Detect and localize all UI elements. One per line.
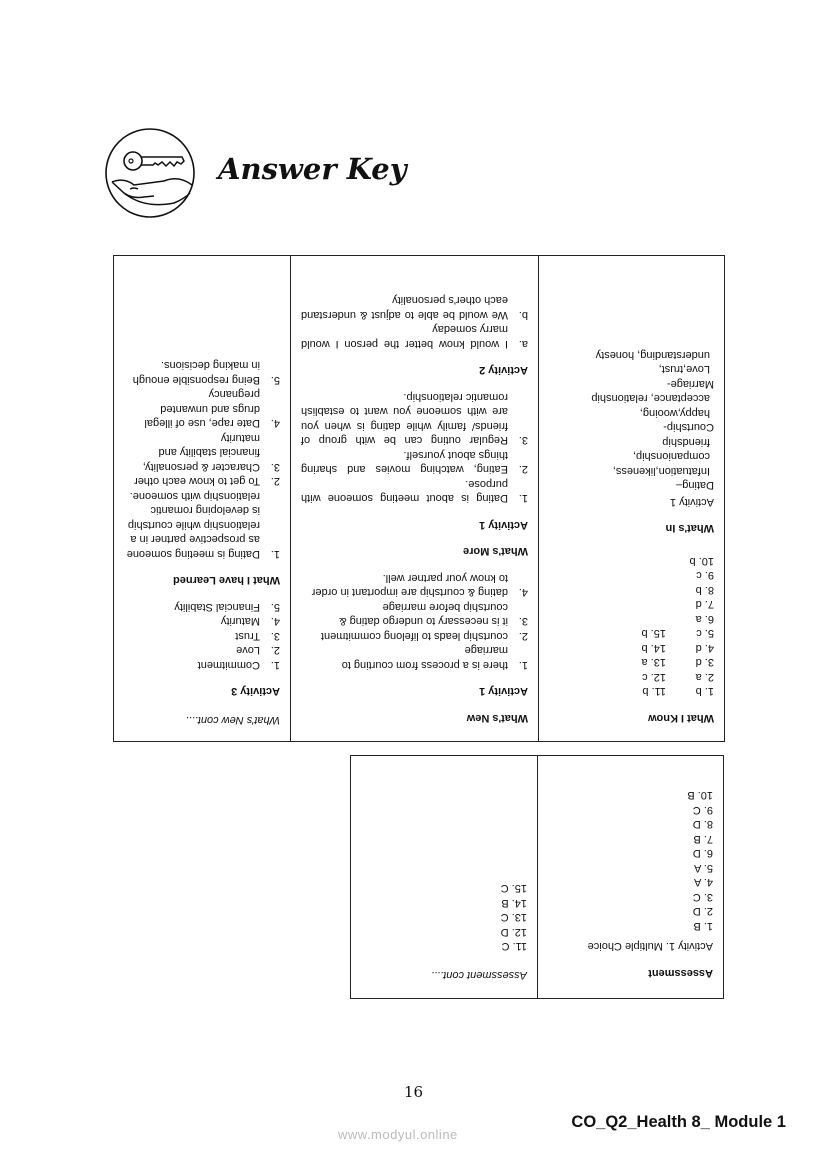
list-item: 4. Date rape, use of illegal drugs and unwanted pregnancy bbox=[144, 388, 280, 430]
assessment-answers bbox=[548, 788, 713, 933]
activity-heading: Activity 1 bbox=[669, 496, 714, 508]
section-heading: What's New cont.... bbox=[185, 714, 280, 726]
key-in-hand-icon bbox=[104, 127, 196, 219]
answer: 15. b bbox=[641, 627, 666, 640]
answer: 4. A bbox=[694, 876, 713, 889]
answer: 13. a bbox=[641, 656, 666, 669]
list-item: a. I would know better the person I would marry someday bbox=[301, 323, 528, 350]
section-heading: What's More bbox=[463, 545, 528, 558]
list-item: 1. Commitment bbox=[197, 659, 280, 671]
list-item: b. We would be able to adjust & understand each other's personality bbox=[301, 294, 528, 321]
section-heading: Assessment bbox=[648, 967, 713, 979]
list-item: 5. Financial Stability bbox=[174, 601, 280, 613]
section-heading: What I Know bbox=[648, 712, 714, 724]
answer: 14. b bbox=[641, 642, 666, 654]
answer: 11. C bbox=[501, 940, 527, 953]
list-item: 2. courtship leads to lifelong commitment bbox=[320, 630, 528, 642]
cell-what-i-know bbox=[539, 256, 724, 741]
line: happy,wooing, bbox=[639, 407, 710, 419]
list-item: 2. Love bbox=[236, 644, 280, 657]
activity-heading: Activity 1 bbox=[479, 519, 528, 531]
list-item: 3. Trust bbox=[235, 630, 280, 642]
answer: 10. B bbox=[687, 789, 713, 802]
section-heading: What's New bbox=[466, 712, 528, 724]
answer-table-upper bbox=[113, 255, 725, 742]
answer: 5. c bbox=[696, 627, 714, 640]
list-item: 3. Regular outing can be with group of friends/ family while dating is when you are with someone you want to establish romantic relationship. bbox=[301, 391, 528, 447]
answer: 6. D bbox=[692, 847, 713, 860]
section-heading: Assessment cont.... bbox=[431, 969, 527, 981]
activity-heading: Activity 1 bbox=[479, 685, 528, 698]
list-item: 2. Eating, watching movies and sharing things about yourself. bbox=[301, 449, 528, 476]
answer: 12. c bbox=[642, 671, 666, 683]
list-item: 1. Dating is meeting someone as prospective partner in a relationship while courtship is developing romantic relationship with someone. bbox=[126, 490, 280, 560]
list-item: 4. Maturity bbox=[220, 615, 280, 628]
list-item: 4. dating & courtship are important in order to know your partner well. bbox=[311, 572, 528, 599]
answer: 5. A bbox=[694, 862, 713, 874]
answer: 2. D bbox=[692, 905, 713, 918]
whats-new-list bbox=[301, 571, 528, 673]
cell-whats-new-cont bbox=[114, 256, 291, 741]
page-number: 16 bbox=[404, 1083, 424, 1101]
answer: 6. a bbox=[695, 613, 714, 625]
line: Dating– bbox=[676, 479, 714, 492]
line: friendship bbox=[662, 436, 710, 448]
answer: 9. c bbox=[696, 569, 714, 582]
list-item: 3. it is necessary to undergo dating & courtship before marriage bbox=[339, 601, 528, 628]
answer: 4. d bbox=[695, 642, 714, 654]
page-title: Answer Key bbox=[218, 152, 407, 186]
list-item: 3. Character & personality, financial stability and maturity bbox=[142, 432, 280, 473]
watermark: www.modyul.online bbox=[338, 1127, 458, 1142]
line: acceptance, relationship bbox=[591, 392, 710, 405]
line: Infatuation,likeness, bbox=[612, 465, 710, 477]
answer: 9. C bbox=[692, 804, 713, 816]
section-heading: What's In bbox=[665, 522, 714, 535]
whats-more-list bbox=[301, 390, 528, 506]
cell-whats-new-more bbox=[291, 256, 539, 741]
answer: 1. b bbox=[695, 685, 714, 698]
answer: 8. b bbox=[695, 584, 714, 596]
answer: 15. C bbox=[500, 882, 527, 895]
answer: 10. b bbox=[689, 555, 714, 567]
assessment-box bbox=[537, 755, 724, 999]
answer: 7. B bbox=[693, 833, 713, 845]
activity-heading: Activity 1. Multiple Choice bbox=[587, 940, 713, 953]
answer: 1. B bbox=[693, 920, 713, 932]
answer: 11. b bbox=[642, 685, 666, 698]
activity-heading: Activity 3 bbox=[231, 685, 280, 698]
assessment-cont-box bbox=[350, 755, 538, 999]
answer: 7. d bbox=[695, 598, 714, 611]
answer: 8. D bbox=[692, 818, 713, 831]
line: understanding, honesty bbox=[595, 349, 710, 361]
activity2-list bbox=[301, 293, 528, 351]
list-item: 2. To get to know each other bbox=[134, 475, 280, 488]
list-item: 1. Dating is about meeting someone with purpose. bbox=[301, 478, 528, 505]
line: companionship, bbox=[632, 450, 710, 463]
module-code: CO_Q2_Health 8_ Module 1 bbox=[571, 1113, 786, 1131]
answer: 3. d bbox=[695, 656, 714, 669]
activity-heading: Activity 2 bbox=[479, 364, 528, 377]
line: Love,trust, bbox=[658, 363, 710, 376]
assessment-cont-answers bbox=[365, 881, 527, 954]
line: Marriage- bbox=[666, 378, 714, 390]
line: Courtship- bbox=[663, 421, 714, 434]
answer: 2. a bbox=[695, 671, 714, 683]
answer: 12. D bbox=[500, 926, 527, 938]
answer: 13. C bbox=[500, 911, 527, 924]
learned-list bbox=[124, 358, 280, 561]
answer: 3. C bbox=[692, 891, 713, 903]
what-i-know-answers bbox=[549, 554, 714, 699]
activity3-list bbox=[124, 600, 280, 673]
list-item: 5. Being responsible enough in making decisions. bbox=[132, 359, 280, 386]
section-heading: What I have Learned bbox=[173, 574, 280, 587]
list-item: 1. there is a process from courting to marriage bbox=[341, 644, 528, 671]
whats-in-lines bbox=[549, 348, 714, 493]
answer: 14. B bbox=[501, 897, 527, 909]
